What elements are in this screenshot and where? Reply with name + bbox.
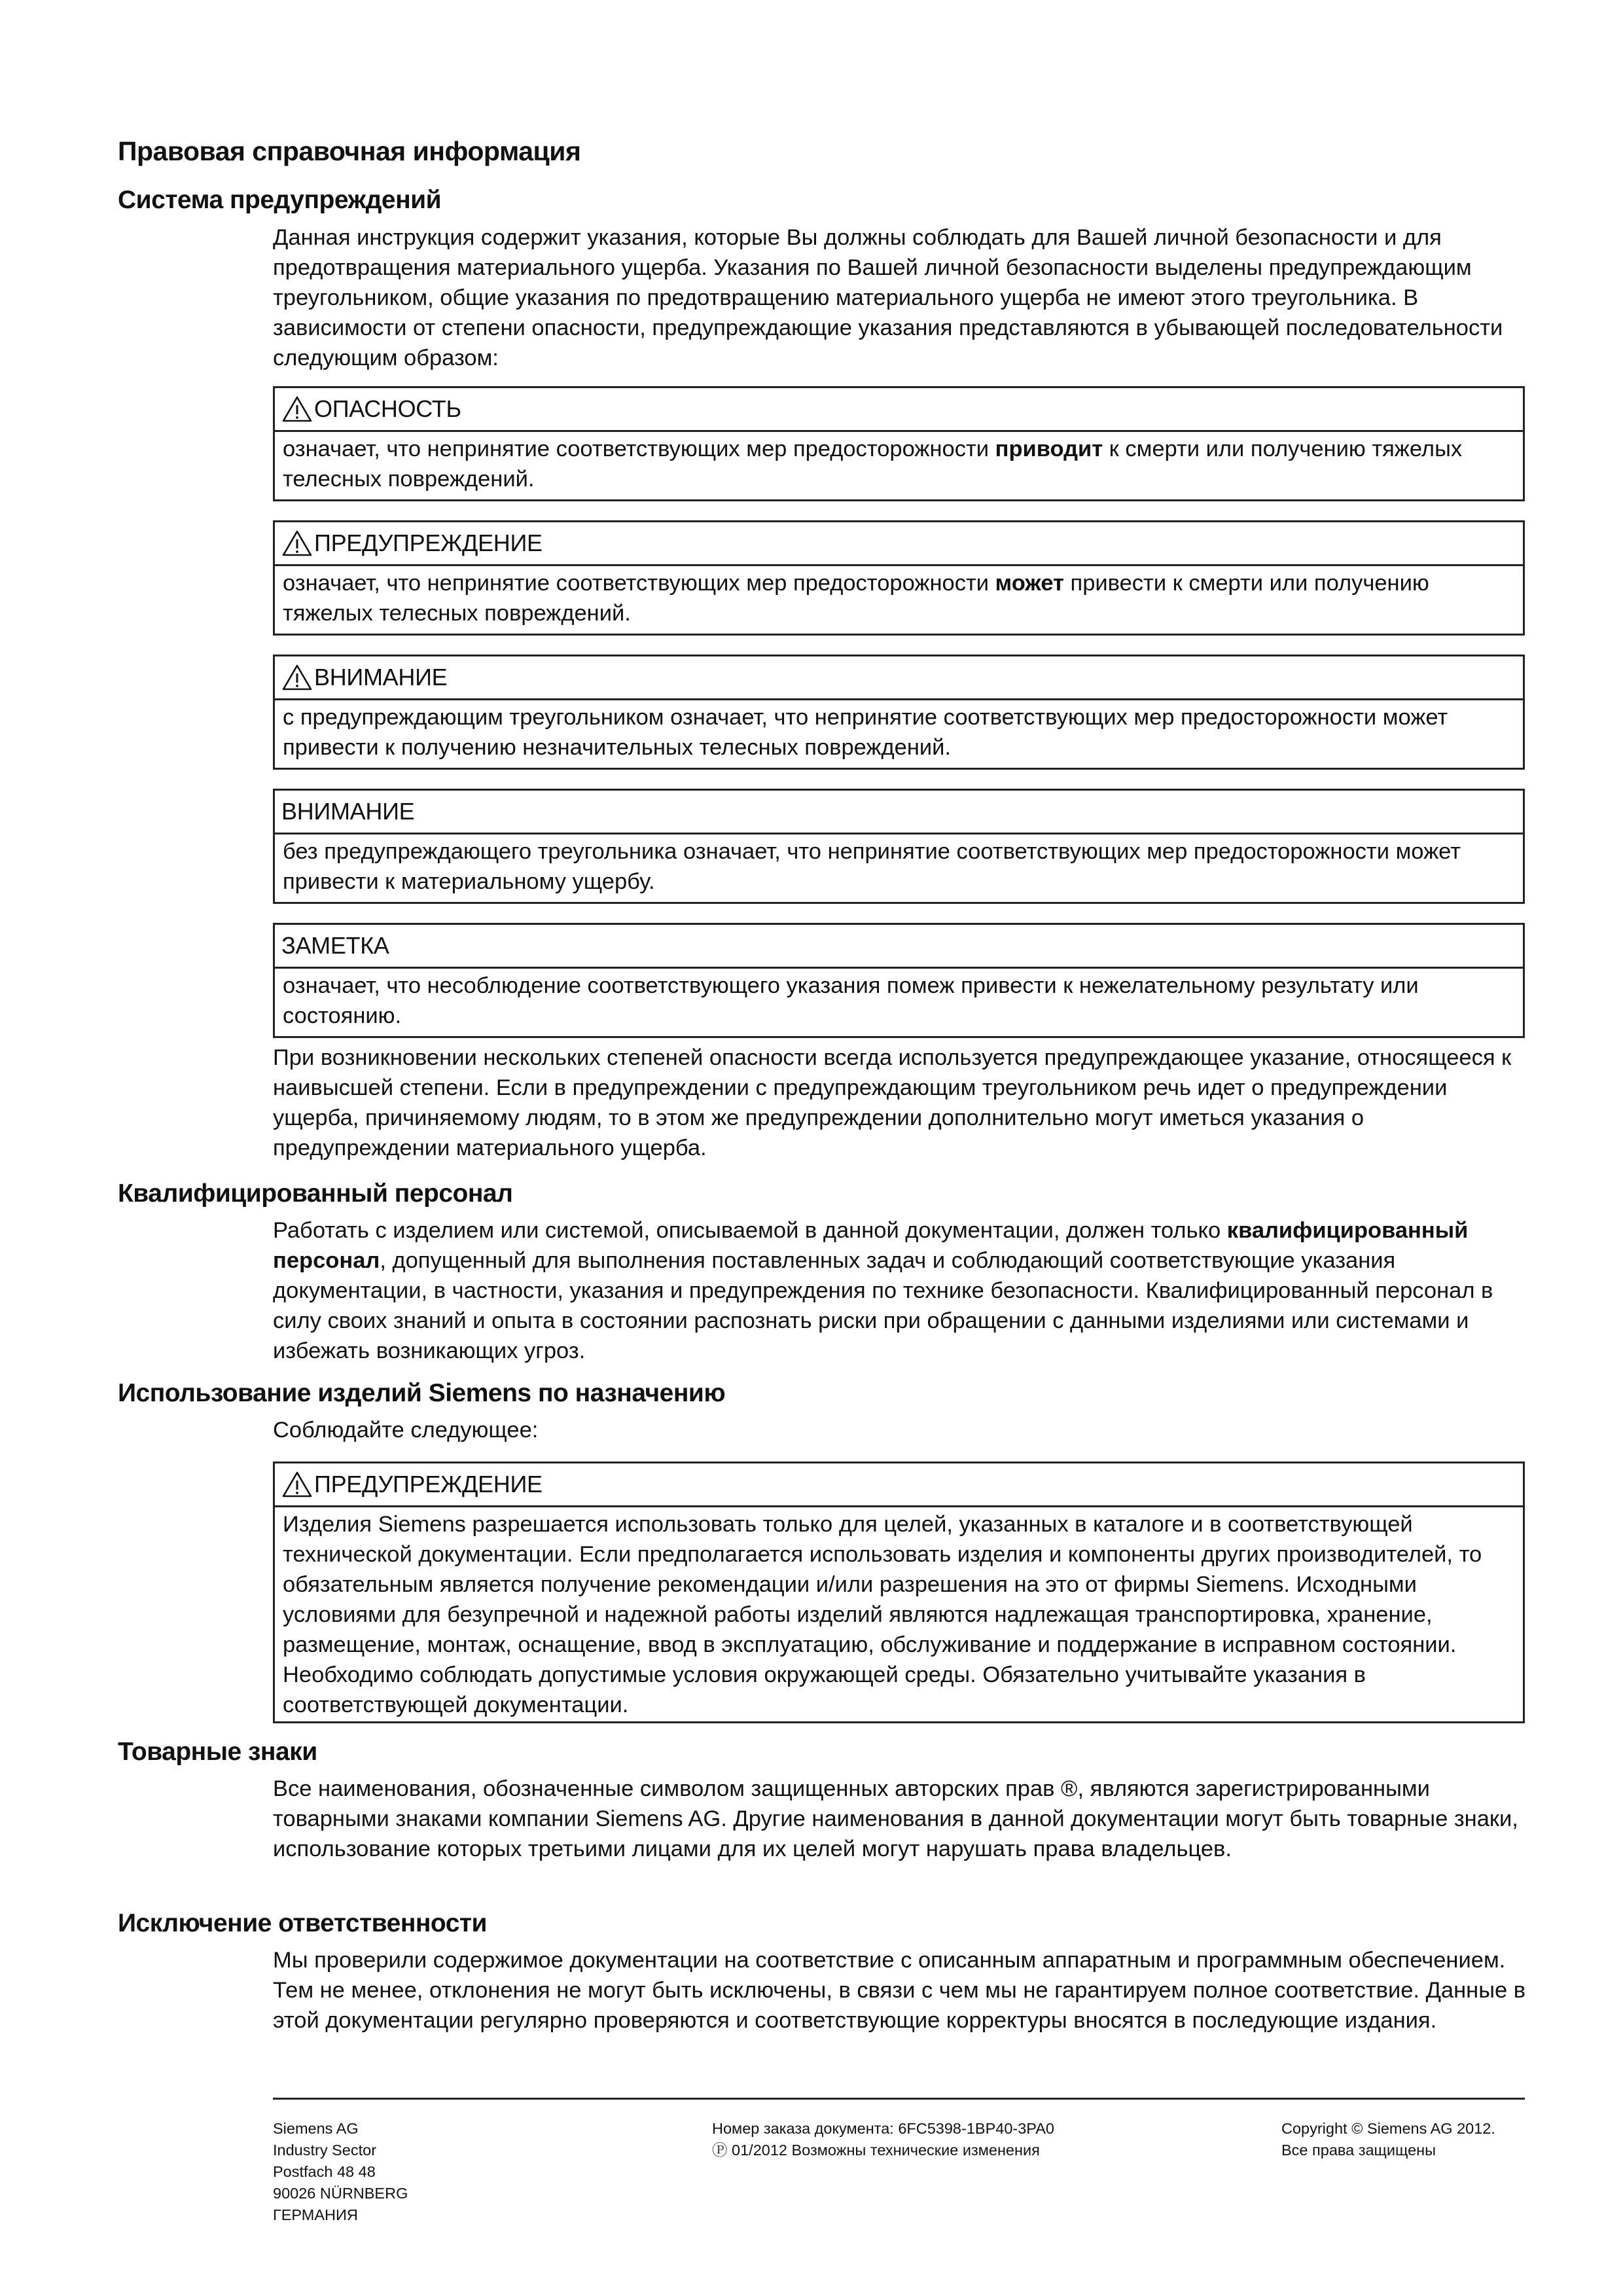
notice-text: означает, что несоблюдение соответствующего указания помеж привести к нежелательному результату или состоянию. — [283, 973, 1419, 1028]
disclaimer-heading: Исключение ответственности — [118, 1909, 488, 1937]
notice-label: ЗАМЕТКА — [281, 932, 389, 959]
footer-copyright: Copyright © Siemens AG 2012. — [1281, 2120, 1495, 2137]
warning-label: ПРЕДУПРЕЖДЕНИЕ — [314, 529, 543, 556]
notice-box-header — [275, 925, 1523, 969]
footer-address-line: Industry Sector — [273, 2142, 377, 2159]
warning-text: означает, что непринятие соответствующих мер предосторожности может привести к смерти или получению тяжелых телесных повреждений. — [283, 571, 1429, 626]
warning-emphasis: может — [995, 571, 1064, 596]
danger-box — [273, 386, 1525, 501]
caution-plain-label: ВНИМАНИЕ — [281, 798, 415, 825]
page-title: Правовая справочная информация — [118, 136, 581, 166]
notice-box — [273, 923, 1525, 1038]
proper-use-heading: Использование изделий Siemens по назначению — [118, 1379, 726, 1407]
footer-address-line: 90026 NÜRNBERG — [273, 2185, 408, 2202]
footer-divider — [273, 2098, 1525, 2100]
footer-address-line: Siemens AG — [273, 2120, 359, 2137]
warning-box — [273, 520, 1525, 636]
danger-box-header — [275, 388, 1523, 432]
warning-triangle-icon — [281, 1471, 313, 1498]
trademarks-text: Все наименования, обозначенные символом защищенных авторских прав ®, являются зарегистрированными товарными знаками компании Siemens AG. Другие наименования в данной документации могут быть товарные знаки, использование которых третьими лицами для их целей могут нарушать права владельцев. — [273, 1776, 1518, 1861]
qualified-personnel-emphasis: квалифицированный персонал — [273, 1218, 1469, 1273]
proper-use-intro: Соблюдайте следующее: — [273, 1418, 539, 1443]
proper-use-warning-header — [275, 1463, 1523, 1507]
warning-system-outro: При возникновении нескольких степеней опасности всегда используется предупреждающее указание, относящееся к наивысшей степени. Если в предупреждении с предупреждающим треугольником речь идет о предупреждении ущерба, причиняемому людям, то в этом же предупреждении дополнительно могут иметься указания о предупреждении материального ущерба. — [273, 1045, 1512, 1160]
footer-address-line: Postfach 48 48 — [273, 2163, 376, 2180]
warning-system-heading: Система предупреждений — [118, 186, 442, 214]
caution-triangle-label: ВНИМАНИЕ — [314, 664, 448, 691]
caution-plain-box — [273, 789, 1525, 904]
trademarks-heading: Товарные знаки — [118, 1738, 317, 1766]
warning-triangle-icon — [281, 664, 313, 691]
proper-use-warning-text: Изделия Siemens разрешается использовать только для целей, указанных в каталоге и в соответствующей технической документации. Если предполагается использовать изделия и компоненты других производителей, то обязательным является получение рекомендации и/или разрешения на это от фирмы Siemens. Исходными условиями для безупречной и надежной работы изделий являются надлежащая транспортировка, хранение, размещение, монтаж, оснащение, ввод в эксплуатацию, обслуживание и поддержание в исправном состоянии. Необходимо соблюдать допустимые условия окружающей среды. Обязательно учитывайте указания в соответствующей документации. — [283, 1512, 1482, 1717]
footer-address — [273, 2118, 408, 2226]
caution-triangle-box-header — [275, 656, 1523, 700]
footer-copyright-block — [1281, 2118, 1495, 2161]
warning-system-intro: Данная инструкция содержит указания, которые Вы должны соблюдать для Вашей личной безопасности и для предотвращения материального ущерба. Указания по Вашей личной безопасности выделены предупреждающим треугольником, общие указания по предотвращению материального ущерба не имеют этого треугольника. В зависимости от степени опасности, предупреждающие указания представляются в убывающей последовательности следующим образом: — [273, 225, 1503, 370]
footer-order-info — [712, 2118, 1054, 2161]
warning-triangle-icon — [281, 395, 313, 423]
danger-text: означает, что непринятие соответствующих мер предосторожности приводит к смерти или получению тяжелых телесных повреждений. — [283, 437, 1463, 492]
footer-address-line: ГЕРМАНИЯ — [273, 2206, 358, 2223]
danger-label: ОПАСНОСТЬ — [314, 395, 461, 422]
caution-plain-box-header — [275, 791, 1523, 834]
footer-rights: Все права защищены — [1281, 2142, 1436, 2159]
danger-emphasis: приводит — [995, 437, 1103, 461]
proper-use-warning-box — [273, 1462, 1525, 1723]
footer-edition: Ⓟ 01/2012 Возможны технические изменения — [712, 2142, 1040, 2159]
caution-triangle-text: с предупреждающим треугольником означает, что непринятие соответствующих мер предосторожности может привести к получению незначительных телесных повреждений. — [283, 705, 1448, 760]
warning-box-header — [275, 522, 1523, 566]
caution-plain-text: без предупреждающего треугольника означает, что непринятие соответствующих мер предосторожности может привести к материальному ущербу. — [283, 839, 1461, 894]
disclaimer-text: Мы проверили содержимое документации на соответствие с описанным аппаратным и программным обеспечением. Тем не менее, отклонения не могут быть исключены, в связи с чем мы не гарантируем полное соответствие. Данные в этой документации регулярно проверяются и соответствующие корректуры вносятся в последующие издания. — [273, 1948, 1526, 2033]
qualified-personnel-text: Работать с изделием или системой, описываемой в данной документации, должен только квалифицированный персонал, допущенный для выполнения поставленных задач и соблюдающий соответствующие указания документации, в частности, указания и предупреждения по технике безопасности. Квалифицированный персонал в силу своих знаний и опыта в состоянии распознать риски при обращении с данными изделиями или системами и избежать возникающих угроз. — [273, 1218, 1493, 1363]
footer-order-number: Номер заказа документа: 6FC5398-1BP40-3PA0 — [712, 2120, 1054, 2137]
warning-triangle-icon — [281, 529, 313, 557]
qualified-personnel-heading: Квалифицированный персонал — [118, 1179, 513, 1208]
caution-triangle-box — [273, 655, 1525, 770]
proper-use-warning-label: ПРЕДУПРЕЖДЕНИЕ — [314, 1471, 543, 1498]
